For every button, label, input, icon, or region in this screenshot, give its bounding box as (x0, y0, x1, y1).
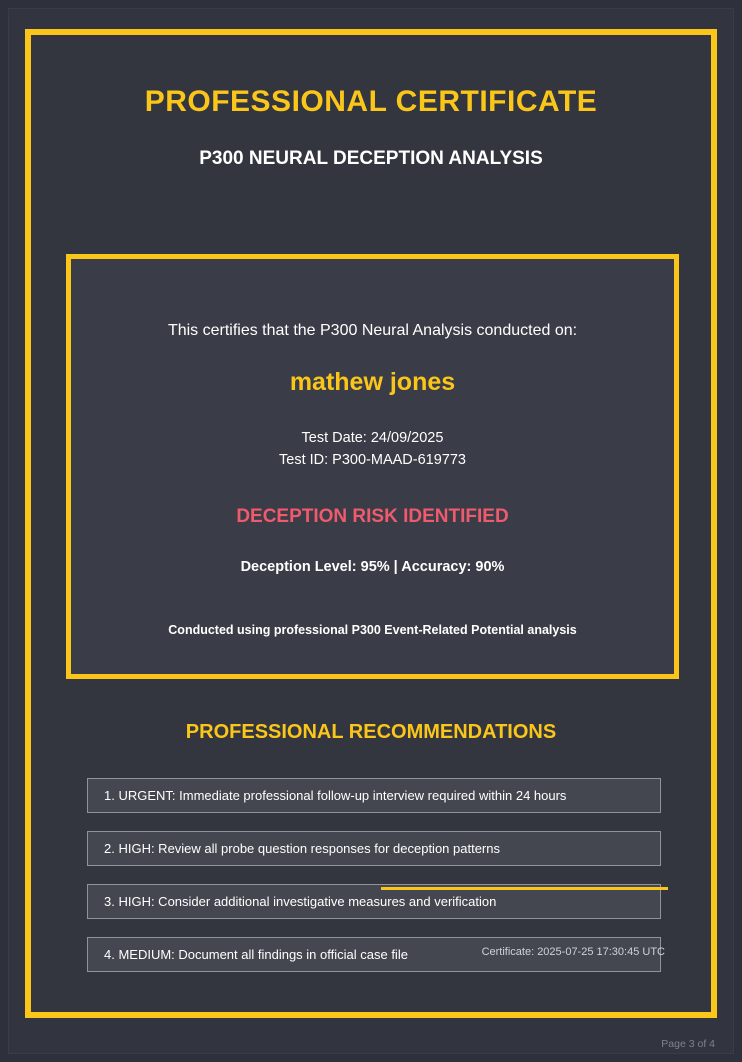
list-item: 3. HIGH: Consider additional investigative measures and verification (87, 884, 661, 919)
certificate-body (31, 35, 711, 1012)
methodology-note: Conducted using professional P300 Event-Related Potential analysis (168, 622, 577, 637)
test-metadata (71, 427, 674, 472)
test-date: Test Date: 24/09/2025 (301, 430, 444, 446)
certificate-details-box (66, 254, 679, 679)
deception-accuracy-levels: Deception Level: 95% | Accuracy: 90% (240, 558, 505, 575)
list-item: 4. MEDIUM: Document all findings in official case file (87, 937, 661, 972)
page-subtitle: P300 NEURAL DECEPTION ANALYSIS (199, 148, 543, 169)
page-number: Page 3 of 4 (661, 1038, 715, 1050)
list-item: 1. URGENT: Immediate professional follow-up interview required within 24 hours (87, 778, 661, 813)
recommendations-list (87, 778, 661, 990)
page-title: PROFESSIONAL CERTIFICATE (144, 85, 598, 118)
certificate-frame (25, 29, 717, 1018)
recommendations-title: PROFESSIONAL RECOMMENDATIONS (185, 721, 557, 743)
list-item: 2. HIGH: Review all probe question responses for deception patterns (87, 831, 661, 866)
certifies-statement: This certifies that the P300 Neural Analysis conducted on: (167, 322, 578, 339)
test-id: Test ID: P300-MAAD-619773 (279, 452, 466, 469)
accent-divider (381, 887, 668, 890)
risk-status-badge: DECEPTION RISK IDENTIFIED (236, 505, 509, 527)
certificate-timestamp: Certificate: 2025-07-25 17:30:45 UTC (481, 946, 665, 958)
subject-name: mathew jones (289, 368, 456, 396)
